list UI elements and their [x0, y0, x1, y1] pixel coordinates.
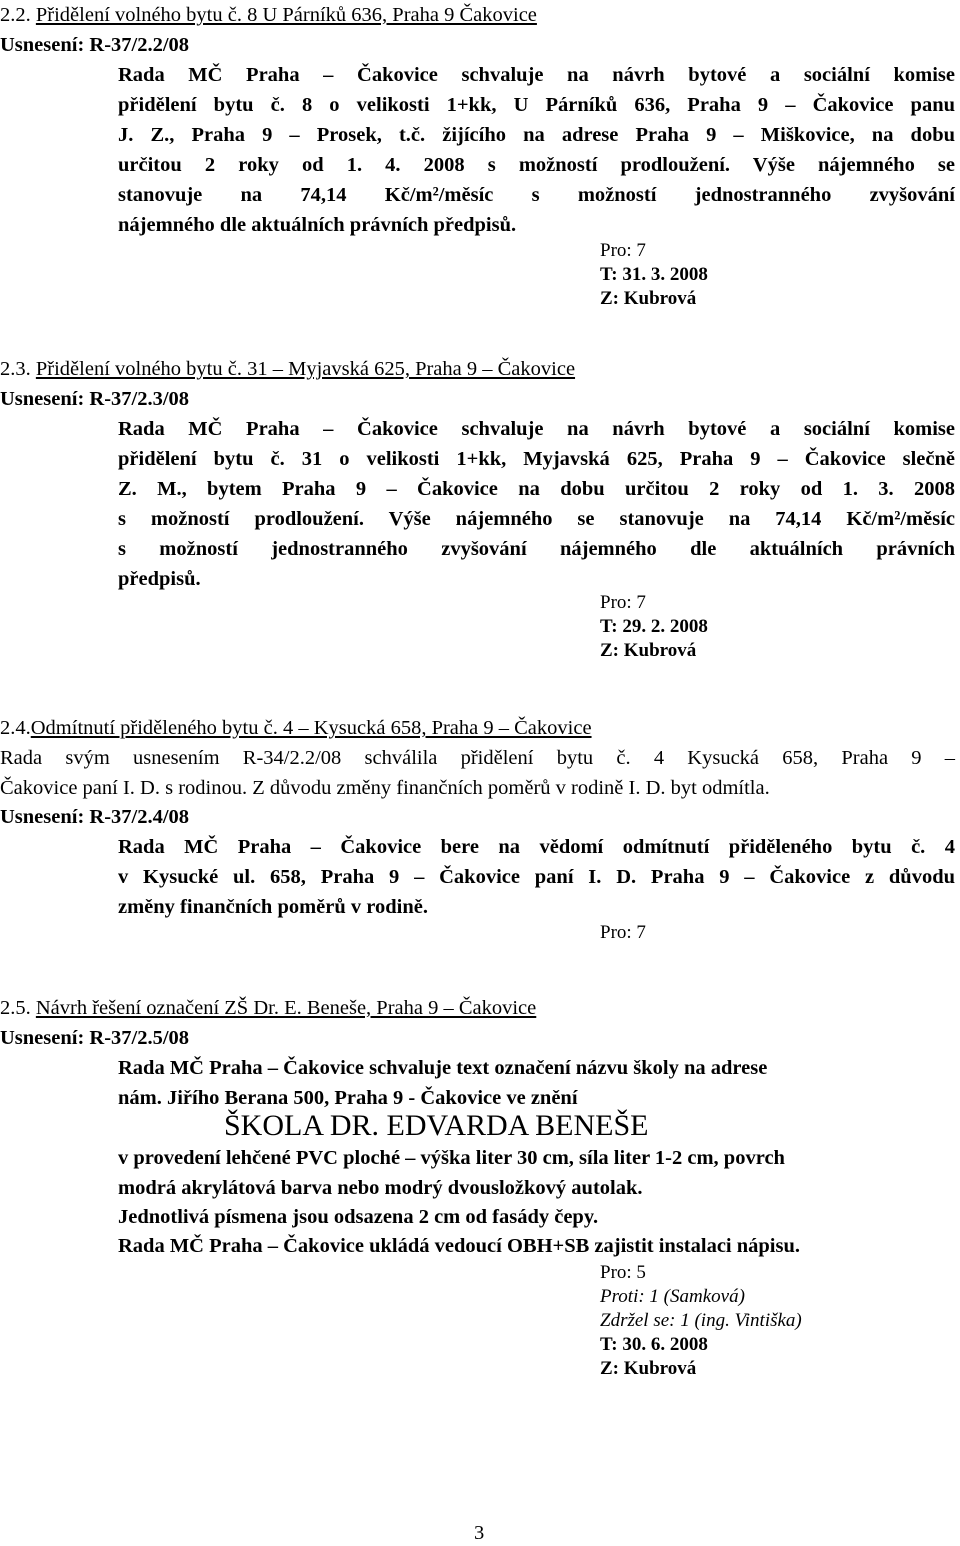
resolution-text-line: přidělení bytu č. 8 o velikosti 1+kk, U Párníků 636, Praha 9 – Čakovice panu	[118, 94, 955, 116]
resolution-text-line: Rada MČ Praha – Čakovice schvaluje na návrh bytové a sociální komise	[118, 418, 955, 440]
heading-number: 2.2.	[0, 4, 31, 26]
resolution-text-line: s možností jednostranného zvyšování nájemného dle aktuálních právních	[118, 538, 955, 560]
resolution-text-line: s možností prodloužení. Výše nájemného se stanovuje na 74,14 Kč/m²/měsíc	[118, 508, 955, 530]
deadline: T: 29. 2. 2008	[600, 616, 708, 637]
heading-number: 2.4.	[0, 717, 31, 739]
responsible: Z: Kubrová	[600, 1358, 697, 1379]
intro-text-line: Čakovice paní I. D. s rodinou. Z důvodu změny finančních poměrů v rodině I. D. byt odmítla.	[0, 777, 770, 799]
vote-abstain: Zdržel se: 1 (ing. Vintiška)	[600, 1310, 802, 1331]
heading-number: 2.5.	[0, 997, 31, 1019]
vote-for: Pro: 7	[600, 922, 646, 943]
resolution-text-line: nájemného dle aktuálních právních předpisů.	[118, 214, 517, 236]
section-2-4-heading	[0, 717, 592, 741]
resolution-text-line: Z. M., bytem Praha 9 – Čakovice na dobu určitou 2 roky od 1. 3. 2008	[118, 478, 955, 500]
resolution-text-line: nám. Jiřího Berana 500, Praha 9 - Čakovice ve znění	[118, 1087, 578, 1109]
responsible: Z: Kubrová	[600, 288, 697, 309]
resolution-text-line: J. Z., Praha 9 – Prosek, t.č. žijícího na adrese Praha 9 – Miškovice, na dobu	[118, 124, 955, 146]
deadline: T: 31. 3. 2008	[600, 264, 708, 285]
school-name: ŠKOLA DR. EDVARDA BENEŠE	[224, 1109, 649, 1142]
vote-for: Pro: 7	[600, 592, 646, 613]
resolution-text-line: modrá akrylátová barva nebo modrý dvousložkový autolak.	[118, 1177, 643, 1199]
section-2-2-heading	[0, 4, 537, 28]
responsible: Z: Kubrová	[600, 640, 697, 661]
resolution-number: Usnesení: R-37/2.4/08	[0, 806, 190, 828]
resolution-text-line: Rada MČ Praha – Čakovice ukládá vedoucí OBH+SB zajistit instalaci nápisu.	[118, 1235, 800, 1257]
heading-text: Přidělení volného bytu č. 31 – Myjavská 625, Praha 9 – Čakovice	[35, 358, 576, 380]
resolution-text-line: změny finančních poměrů v rodině.	[118, 896, 428, 918]
page-number: 3	[474, 1522, 485, 1544]
heading-text: Přidělení volného bytu č. 8 U Párníků 636, Praha 9 Čakovice	[35, 4, 537, 26]
resolution-text-line: stanovuje na 74,14 Kč/m²/měsíc s možností jednostranného zvyšování	[118, 184, 955, 206]
resolution-text-line: Jednotlivá písmena jsou odsazena 2 cm od fasády čepy.	[118, 1206, 599, 1228]
resolution-text-line: v Kysucké ul. 658, Praha 9 – Čakovice paní I. D. Praha 9 – Čakovice z důvodu	[118, 866, 955, 888]
vote-for: Pro: 7	[600, 240, 646, 261]
resolution-text-line: přidělení bytu č. 31 o velikosti 1+kk, Myjavská 625, Praha 9 – Čakovice slečně	[118, 448, 955, 470]
resolution-number: Usnesení: R-37/2.2/08	[0, 34, 190, 56]
intro-text-line: Rada svým usnesením R-34/2.2/08 schválila přidělení bytu č. 4 Kysucká 658, Praha 9 –	[0, 747, 955, 769]
resolution-text-line: Rada MČ Praha – Čakovice schvaluje na návrh bytové a sociální komise	[118, 64, 955, 86]
vote-for: Pro: 5	[600, 1262, 646, 1283]
resolution-text-line: Rada MČ Praha – Čakovice schvaluje text označení názvu školy na adrese	[118, 1057, 768, 1079]
resolution-text-line: určitou 2 roky od 1. 4. 2008 s možností prodloužení. Výše nájemného se	[118, 154, 955, 176]
deadline: T: 30. 6. 2008	[600, 1334, 708, 1355]
heading-text: Odmítnutí přiděleného bytu č. 4 – Kysucká 658, Praha 9 – Čakovice	[30, 717, 592, 739]
heading-number: 2.3.	[0, 358, 31, 380]
resolution-text-line: předpisů.	[118, 568, 201, 590]
resolution-text-line: v provedení lehčené PVC ploché – výška liter 30 cm, síla liter 1-2 cm, povrch	[118, 1147, 785, 1169]
heading-text: Návrh řešení označení ZŠ Dr. E. Beneše, Praha 9 – Čakovice	[35, 997, 537, 1019]
vote-against: Proti: 1 (Samková)	[600, 1286, 745, 1307]
section-2-3-heading	[0, 358, 575, 382]
resolution-number: Usnesení: R-37/2.3/08	[0, 388, 190, 410]
section-2-5-heading	[0, 997, 536, 1021]
resolution-text-line: Rada MČ Praha – Čakovice bere na vědomí odmítnutí přiděleného bytu č. 4	[118, 836, 955, 858]
resolution-number: Usnesení: R-37/2.5/08	[0, 1027, 190, 1049]
